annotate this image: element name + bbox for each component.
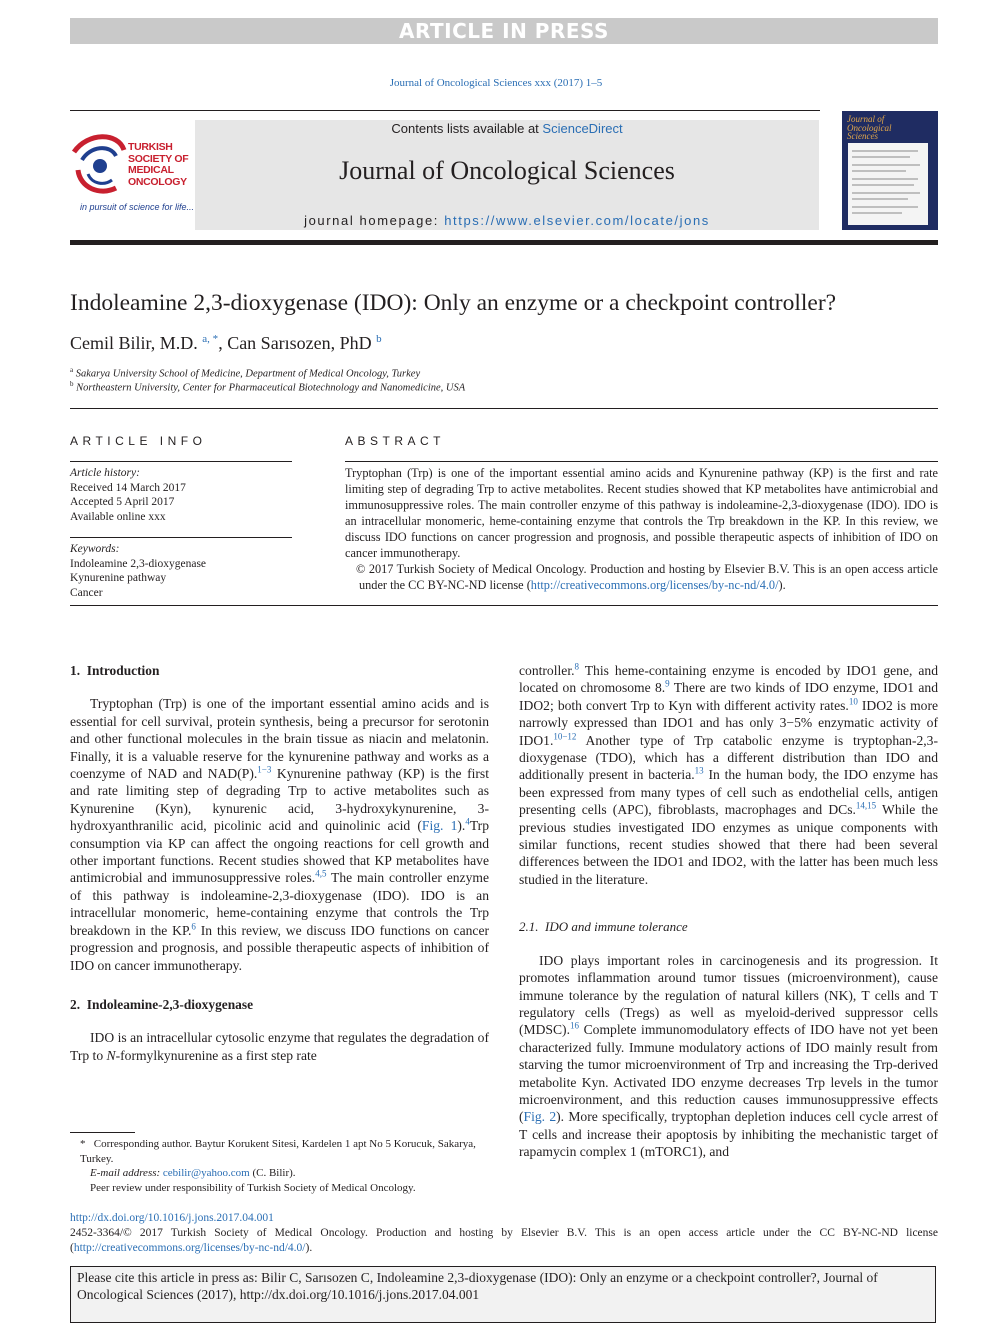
email-suffix: (C. Bilir).	[249, 1167, 296, 1179]
citation-link[interactable]: 1−3	[257, 764, 272, 775]
left-column	[70, 662, 489, 1064]
accepted-date: Accepted 5 April 2017	[70, 496, 175, 508]
affiliation-text: Sakarya University School of Medicine, Department of Medical Oncology, Turkey	[75, 368, 421, 380]
homepage-link[interactable]: https://www.elsevier.com/locate/jons	[444, 213, 710, 228]
paragraph-text: Trp consumption via KP can affect the ongoing reactions for cell growth and other important functions. Recent studies showed that KP metabolites have antimicrobial and immunosuppressive roles.	[70, 818, 489, 886]
affiliation-text: Northeastern University, Center for Pharmaceutical Biotechnology and Nanomedicine, USA	[76, 382, 466, 394]
cover-title-line: Oncological	[847, 122, 892, 133]
issn-text: 2452-3364/© 2017 Turkish Society of Medical Oncology. Production and hosting by Elsevier B.V. This is an open access article under the CC BY-NC-ND license (	[70, 1227, 938, 1254]
affiliation-marker: a	[70, 366, 74, 374]
citation-link[interactable]: 4,5	[315, 868, 327, 879]
section-2-heading: 2. Indoleamine-2,3-dioxygenase	[70, 996, 254, 1012]
logo-tagline: in pursuit of science for life...	[80, 202, 195, 212]
paragraph-text: ). More specifically, tryptophan depletion induces cell cycle arrest of T cells and increase their apoptosis by inhibiting the mechanistic target of rapamycin complex 1 (mTORC1), and	[519, 1109, 938, 1160]
paragraph-text: ).	[457, 818, 466, 834]
affiliation-a	[70, 366, 420, 380]
issn-text-end: ).	[305, 1241, 313, 1254]
cover-title	[847, 115, 892, 141]
cover-contents-page	[848, 143, 928, 225]
journal-homepage	[195, 213, 819, 228]
affiliation-marker: b	[70, 380, 74, 388]
citation-link[interactable]: 8	[574, 661, 579, 672]
email-note	[70, 1166, 490, 1181]
abstract-rule	[345, 461, 938, 462]
keywords-label: Keywords:	[70, 543, 120, 555]
author-affiliation-link[interactable]: b	[376, 333, 382, 345]
header-bottom-rule	[70, 240, 938, 245]
figure-2-link[interactable]: Fig. 2	[523, 1109, 557, 1125]
paragraph-text: IDO plays important roles in carcinogenesis and its progression. It promotes inflammation around tumor tissues (microenvironment), cause immune tolerance by the regulation of natural killers (NK), T cells and T regulatory cells (Tregs) as well as myeloid-derived suppressor cells (MDSC).	[519, 952, 938, 1038]
citation-link[interactable]: 9	[665, 678, 670, 689]
logo-text-line: TURKISH	[128, 141, 173, 153]
journal-cover-thumbnail[interactable]	[842, 111, 938, 230]
doi-link[interactable]: http://dx.doi.org/10.1016/j.jons.2017.04.001	[70, 1212, 274, 1224]
author-affiliation-link[interactable]: a, *	[202, 333, 219, 345]
citation-link[interactable]: 13	[694, 765, 704, 776]
email-link[interactable]: cebilir@yahoo.com	[162, 1167, 250, 1179]
paragraph-text: This heme-containing enzyme is encoded by IDO1 gene, and located on chromosome 8.	[519, 663, 938, 696]
logo-text-line: MEDICAL	[128, 164, 174, 176]
keyword: Kynurenine pathway	[70, 572, 167, 584]
footnote-rule	[70, 1132, 135, 1133]
affiliation-b	[70, 380, 465, 394]
footnotes	[70, 1137, 490, 1195]
logo-text-line: ONCOLOGY	[128, 175, 187, 188]
society-logo-text	[128, 142, 188, 188]
keyword: Indoleamine 2,3-dioxygenase	[70, 557, 207, 570]
keyword: Cancer	[70, 586, 103, 599]
paragraph-text: Kynurenine pathway (KP) is the first and rate limiting step of degrading Trp to active metabolites such as Kynurenine (Kyn), kynurenic acid, 3-hydroxykynurenine, 3-hydroxyanthranilic acid, picolinic acid and quinolinic acid (	[70, 766, 490, 834]
citation-link[interactable]: 10	[848, 696, 858, 707]
citation-text: Please cite this article in press as: Bilir C, Sarısozen C, Indoleamine 2,3-dioxygenase (IDO): Only an enzyme or a checkpoint controller?, Journal of Oncological Sciences (2017),	[77, 1270, 878, 1302]
paragraph-text: IDO2 is more narrowly expressed than IDO1 and has only 3−5% enzymatic activity of IDO1.	[519, 697, 939, 748]
section-1-heading: 1. Introduction	[70, 663, 160, 678]
cover-title-line: Journal of	[847, 114, 885, 124]
article-info-rule	[70, 461, 292, 462]
article-in-press-banner: ARTICLE IN PRESS	[70, 18, 938, 44]
subsection-2-1-heading: 2.1. IDO and immune tolerance	[519, 919, 688, 935]
author-name: Cemil Bilir, M.D.	[70, 333, 198, 353]
homepage-prefix: journal homepage:	[304, 213, 439, 228]
abstract-bottom-rule	[70, 605, 938, 606]
sciencedirect-link[interactable]: ScienceDirect	[542, 121, 623, 136]
header-top-rule	[70, 110, 820, 111]
peer-review-note: Peer review under responsibility of Turkish Society of Medical Oncology.	[90, 1181, 416, 1194]
history-label: Article history:	[70, 467, 140, 479]
paragraph-text: While the previous studies investigated IDO enzymes as unique components with similar functions, recent studies showed that there had been several differences between the IDO1 and IDO2, with the latter has been much less studied in the literature.	[519, 802, 938, 887]
journal-reference-link[interactable]: Journal of Oncological Sciences xxx (2017) 1–5	[389, 77, 603, 89]
cover-contents-lines-icon	[848, 143, 928, 225]
issn-copyright	[70, 1226, 938, 1255]
affiliation-rule	[70, 408, 938, 409]
copyright-text: © 2017 Turkish Society of Medical Oncology. Production and hosting by Elsevier B.V. This is an open access article under the CC BY-NC-ND license (	[356, 562, 938, 592]
corresponding-author-note: * Corresponding author. Baytur Korukent Sitesi, Kardelen 1 apt No 5 Korucuk, Sakarya, Turkey.	[80, 1138, 476, 1165]
ido-paragraph-continued	[519, 662, 938, 888]
citation-link[interactable]: 14,15	[855, 800, 877, 811]
paragraph-text: In this review, we discuss IDO functions on cancer progression and prognosis, and possible therapeutic aspects of inhibition of IDO on cancer immunotherapy.	[70, 922, 490, 973]
abstract-text: Tryptophan (Trp) is one of the important essential amino acids and Kynurenine pathway (KP) is the first and rate limiting step of degrading Trp to active metabolites. Recent studies showed that KP metabolites have antimicrobial and immunosuppressive roles. The main controller enzyme of this pathway is indoleamine-2,3-dioxygenase (IDO). IDO is an intracellular monomeric, heme-containing enzyme that controls the Trp breakdown in the KP. In this review, we discuss IDO functions on cancer progression and prognosis, and possible therapeutic aspects of inhibition of IDO on cancer immunotherapy.	[345, 466, 938, 560]
citation-link[interactable]: 4	[465, 816, 470, 827]
abstract-copyright	[345, 561, 938, 593]
article-info-heading: ARTICLE INFO	[70, 434, 207, 448]
ido-paragraph	[70, 1029, 489, 1064]
citation-doi[interactable]: http://dx.doi.org/10.1016/j.jons.2017.04.001	[239, 1287, 480, 1302]
society-logo	[70, 130, 195, 222]
author-list	[70, 333, 382, 354]
journal-title: Journal of Oncological Sciences	[339, 156, 675, 185]
keywords	[70, 542, 292, 600]
citation-box	[70, 1266, 936, 1323]
citation-link[interactable]: 10−12	[553, 731, 577, 742]
paragraph-text: Complete immunomodulatory effects of IDO have not yet been characterized fully. Immune modulatory actions of IDO mainly result from starving the tumor microenvironment of Trp and increasing the Trp-derived metabolite Kyn. Activated IDO enzyme decreases Trp levels in the tumor microenvironment, and this reduction causes immunosuppressive effects (	[519, 1022, 938, 1125]
citation-link[interactable]: 16	[569, 1020, 579, 1031]
paragraph-text: -formylkynurenine as a first step rate	[115, 1047, 317, 1063]
footer-license-link[interactable]: http://creativecommons.org/licenses/by-nc-nd/4.0/	[73, 1241, 306, 1254]
copyright-text-end: ).	[778, 578, 786, 592]
figure-1-link[interactable]: Fig. 1	[421, 818, 458, 834]
paragraph-text: Tryptophan (Trp) is one of the important essential amino acids and is essential for cell survival, protein synthesis, being a precursor for serotonin and other functional molecules in the brain tissue as niacin and melatonin. Finally, it is a valuable reserve for the kynurenine pathway and works as a coenzyme of NAD and NAD(P).	[70, 696, 489, 782]
keywords-rule	[70, 537, 292, 538]
abstract	[345, 465, 938, 593]
received-date: Received 14 March 2017	[70, 481, 186, 494]
online-date: Available online xxx	[70, 510, 166, 523]
paragraph-text: controller.	[519, 663, 575, 678]
paragraph-text: Another type of Trp catabolic enzyme is tryptophan-2,3-dioxygenase (TDO), which has a different distribution than IDO and additionally present in bacteria.	[519, 732, 938, 783]
article-history	[70, 466, 292, 524]
paragraph-text: There are two kinds of IDO enzyme, IDO1 and IDO2; both convert Trp to Kyn with different activity rates.	[519, 680, 939, 713]
right-column	[519, 662, 938, 1161]
paragraph-text: IDO is an intracellular cytosolic enzyme that regulates the degradation of Trp to	[70, 1030, 489, 1063]
article-title: Indoleamine 2,3-dioxygenase (IDO): Only an enzyme or a checkpoint controller?	[70, 290, 837, 316]
paragraph-text: The main controller enzyme of this pathway is indoleamine-2,3-dioxygenase (IDO). IDO is an intracellular monomeric, heme-containing enzyme that controls the Trp breakdown in the KP.	[70, 870, 489, 938]
abstract-heading: ABSTRACT	[345, 434, 446, 448]
author-separator: ,	[218, 333, 228, 353]
citation-link[interactable]: 6	[191, 921, 196, 932]
email-label: E-mail address:	[90, 1167, 161, 1179]
logo-text-line: SOCIETY OF	[128, 152, 189, 165]
cover-title-line: Sciences	[847, 131, 878, 141]
author-name: Can Sarısozen, PhD	[227, 333, 372, 353]
immune-tolerance-paragraph	[519, 952, 938, 1161]
contents-line	[195, 121, 819, 136]
paragraph-text: In the human body, the IDO enzyme has been expressed from many types of cell such as endothelial cells, antigen presenting cells (APC), fibroblasts, macrophages and DCs.	[519, 767, 938, 818]
contents-prefix: Contents lists available at	[391, 121, 539, 136]
paragraph-text-italic: N	[106, 1047, 116, 1063]
intro-paragraph	[70, 695, 489, 974]
license-link[interactable]: http://creativecommons.org/licenses/by-nc-nd/4.0/	[530, 578, 779, 592]
